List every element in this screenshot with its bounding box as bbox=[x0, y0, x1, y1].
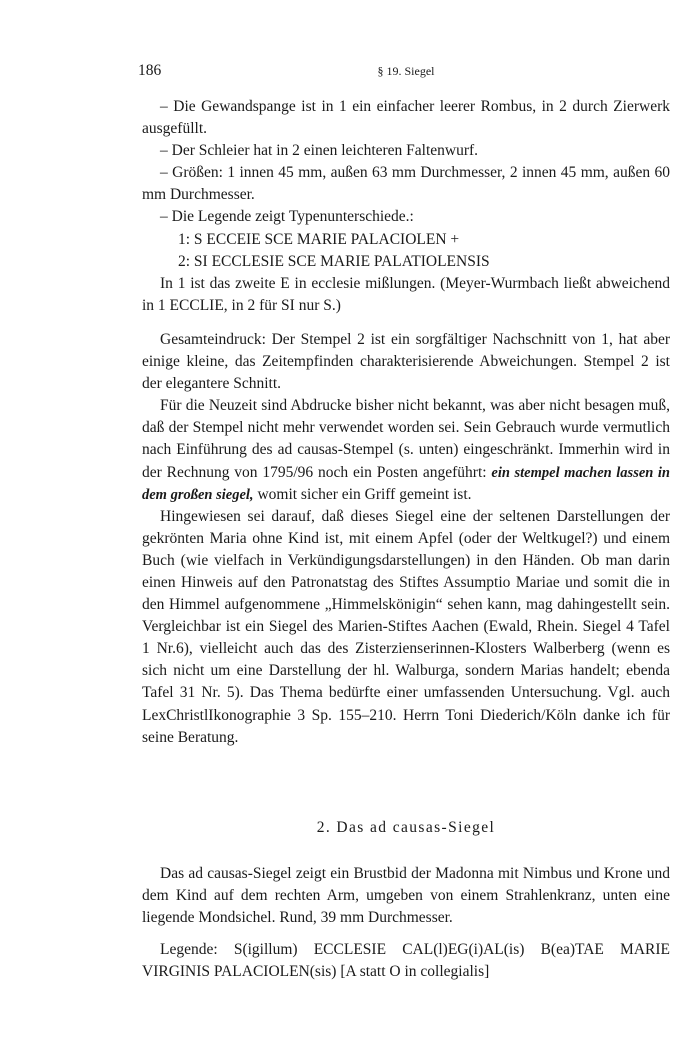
archival-quote: ein stempel machen lassen in dem großen siegel, bbox=[142, 464, 670, 503]
note-veil: – Der Schleier hat in 2 einen leichteren Faltenwurf. bbox=[160, 142, 479, 160]
paragraph-overall-impression: Gesamteindruck: Der Stempel 2 ist ein sorgfältiger Nachschnitt von 1, hat aber einige kleine, das Zeitempfinden charakterisierende Abweichungen. Stempel 2 ist der elegantere Schnitt. bbox=[142, 330, 670, 393]
legend-line-1: 1: S ECCEIE SCE MARIE PALACIOLEN + bbox=[178, 230, 460, 248]
section-title: § 19. Siegel bbox=[377, 64, 435, 78]
paragraph-iconography: Hingewiesen sei darauf, daß dieses Siegel eine der seltenen Darstellungen der gekrönten Maria ohne Kind ist, mit einem Apfel (oder der Weltkugel?) und einem Buch (wie vielfach in Verkündigungsdarstellungen) in den Händen. Ob man darin einen Hinweis auf den Patronatstag des Stiftes Assumptio Mariae und somit die in den Himmel aufgenommene „Himmelskönigin“ sehen kann, mag dahingestellt sein. Vergleichbar ist ein Siegel des Marien-Stiftes Aachen (Ewald, Rhein. Siegel 4 Tafel 1 Nr.6), vielleicht auch das des Zisterzienserinnen-Klosters Walberberg (wenn es sich nicht um eine Darstellung der hl. Walburga, sondern Marias handelt; ebenda Tafel 31 Nr. 5). Das Thema bedürfte einer umfassenden Untersuchung. Vgl. auch LexChristlIkonographie 3 Sp. 155–210. Herrn Toni Diederich/Köln danke ich für seine Beratung. bbox=[142, 507, 670, 746]
note-legend: – Die Legende zeigt Typenunterschiede.: bbox=[160, 208, 414, 226]
page-body bbox=[138, 62, 670, 983]
modern-use-text: Für die Neuzeit sind Abdrucke bisher nicht bekannt, was aber nicht besagen muß, daß der Stempel nicht mehr verwendet worden sei. Sein Gebrauch wurde vermutlich nach Einführung des ad causas-Stempel (s. unten) eingeschränkt. Immerhin wird in der Rechnung von 1795/96 noch ein Posten angeführt: bbox=[142, 397, 670, 481]
legend-line-2: 2: SI ECCLESIE SCE MARIE PALATIOLENSIS bbox=[178, 252, 490, 270]
running-head bbox=[138, 62, 670, 86]
modern-use-text-end: womit sicher ein Griff gemeint ist. bbox=[253, 485, 472, 503]
paragraph-ad-causas-legend: Legende: S(igillum) ECCLESIE CAL(l)EG(i)AL(is) B(ea)TAE MARIE VIRGINIS PALACIOLEN(sis) [A statt O in collegialis] bbox=[142, 941, 670, 981]
note-sizes: – Größen: 1 innen 45 mm, außen 63 mm Durchmesser, 2 innen 45 mm, außen 60 mm Durchmesser. bbox=[142, 164, 670, 204]
paragraph-ad-causas-description: Das ad causas-Siegel zeigt ein Brustbid der Madonna mit Nimbus und Krone und dem Kind auf dem rechten Arm, umgeben von einem Strahlenkranz, unten eine liegende Mondsichel. Rund, 39 mm Durchmesser. bbox=[142, 864, 670, 926]
page-number: 186 bbox=[138, 62, 162, 79]
legend-remark: In 1 ist das zweite E in ecclesie mißlungen. (Meyer-Wurmbach ließt abweichend in 1 ECCLIE, in 2 für SI nur S.) bbox=[142, 274, 670, 314]
note-clasp: – Die Gewandspange ist in 1 ein einfacher leerer Rombus, in 2 durch Zierwerk ausgefüllt. bbox=[142, 98, 670, 138]
paragraph-modern-use bbox=[142, 395, 670, 505]
section-heading-ad-causas: 2. Das ad causas-Siegel bbox=[316, 818, 496, 836]
